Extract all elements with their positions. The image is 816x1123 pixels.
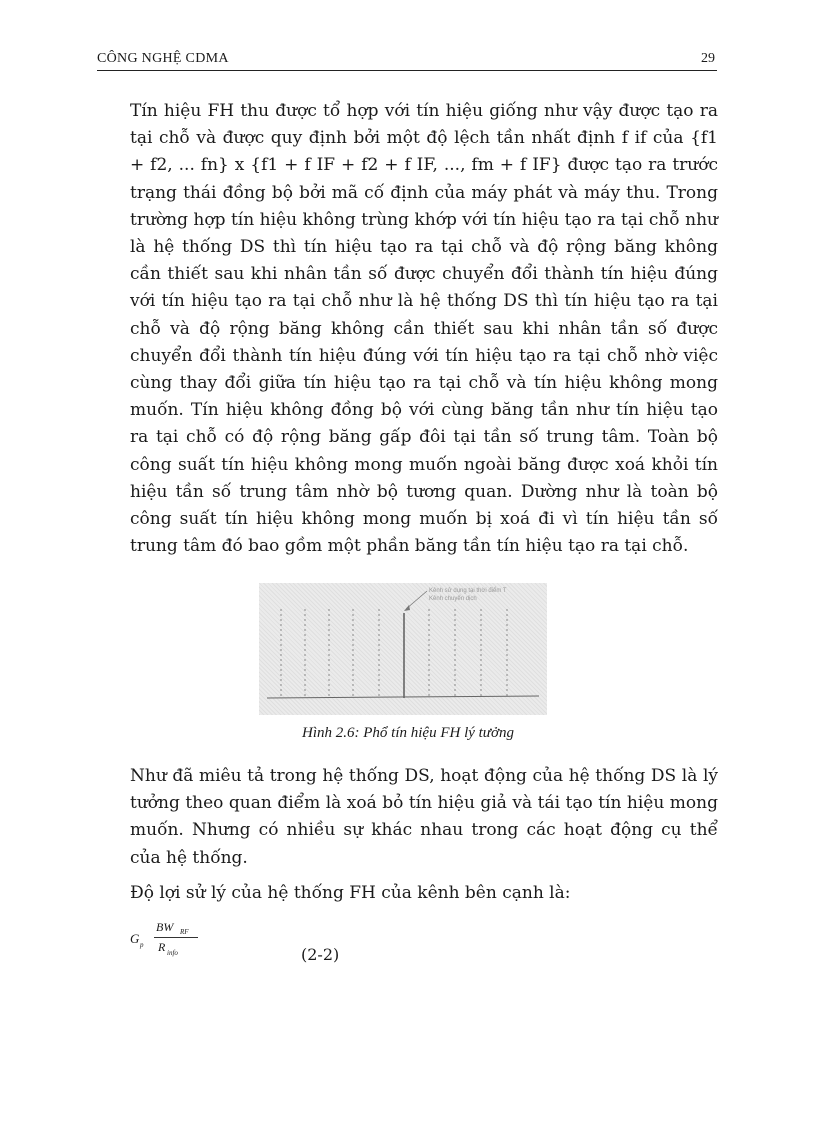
channel-dashed-lines: [281, 609, 507, 698]
running-header: [97, 50, 717, 71]
spectrum-plot: [259, 583, 547, 715]
body-paragraph-2: Như đã miêu tả trong hệ thống DS, hoạt động của hệ thống DS là lý tưởng theo quan điểm là xoá bỏ tín hiệu giả và tái tạo tín hiệu mong muốn. Nhưng có nhiều sự khác nhau trong các hoạt động cụ thể của hệ thống.: [130, 766, 718, 868]
body-paragraph-3: Độ lợi sử lý của hệ thống FH của kênh bên cạnh là:: [130, 883, 571, 903]
fraction-bar: [154, 937, 198, 938]
arrow-head: [404, 605, 410, 611]
annotation-label-2: Kênh chuyển dịch: [429, 596, 477, 602]
frequency-axis: [267, 696, 539, 698]
formula-lhs-subscript: p: [140, 941, 144, 949]
fh-spectrum-figure: [259, 583, 547, 715]
body-paragraph-1: Tín hiệu FH thu được tổ hợp với tín hiệu giống như vậy được tạo ra tại chỗ và được quy định bởi một độ lệch tần nhất định f if của {f1 + f2, ... fn} x {f1 + f IF + f2 + f IF, ..., fm + f IF} được tạo ra trước trạng thái đồng bộ bởi mã cố định của máy phát và máy thu. Trong trường hợp tín hiệu không trùng khớp với tín hiệu tạo ra tại chỗ như là hệ thống DS thì tín hiệu tạo ra tại chỗ và độ rộng băng không cần thiết sau khi nhân tần số được chuyển đổi thành tín hiệu đúng với tín hiệu tạo ra tại chỗ như là hệ thống DS thì tín hiệu tạo ra tại chỗ và độ rộng băng không cần thiết sau khi nhân tần số được chuyển đổi thành tín hiệu đúng với tín hiệu tạo ra tại chỗ nhờ việc cùng thay đổi giữa tín hiệu tạo ra tại chỗ và tín hiệu không mong muốn. Tín hiệu không đồng bộ với cùng băng tần như tín hiệu tạo ra tại chỗ có độ rộng băng gấp đôi tại tần số trung tâm. Toàn bộ công suất tín hiệu không mong muốn ngoài băng được xoá khỏi tín hiệu tần số trung tâm nhờ bộ tương quan. Dường như là toàn bộ công suất tín hiệu không mong muốn bị xoá đi vì tín hiệu tần số trung tâm đó bao gồm một phần băng tần tín hiệu tạo ra tại chỗ.: [130, 101, 718, 557]
page-number: 29: [701, 51, 715, 66]
figure-caption: Hình 2.6: Phổ tín hiệu FH lý tưởng: [302, 725, 514, 741]
header-title: CÔNG NGHỆ CDMA: [97, 51, 229, 66]
formula-lhs: G: [130, 931, 140, 946]
formula-denominator: R: [158, 940, 166, 954]
formula-numerator: BW: [156, 920, 174, 934]
annotation-label-1: Kênh sử dụng tại thời điểm T: [429, 588, 507, 594]
processing-gain-formula: [130, 918, 220, 968]
equation-number: (2-2): [301, 945, 340, 964]
formula-denominator-subscript: info: [167, 949, 178, 957]
formula-numerator-subscript: RF: [180, 928, 189, 936]
